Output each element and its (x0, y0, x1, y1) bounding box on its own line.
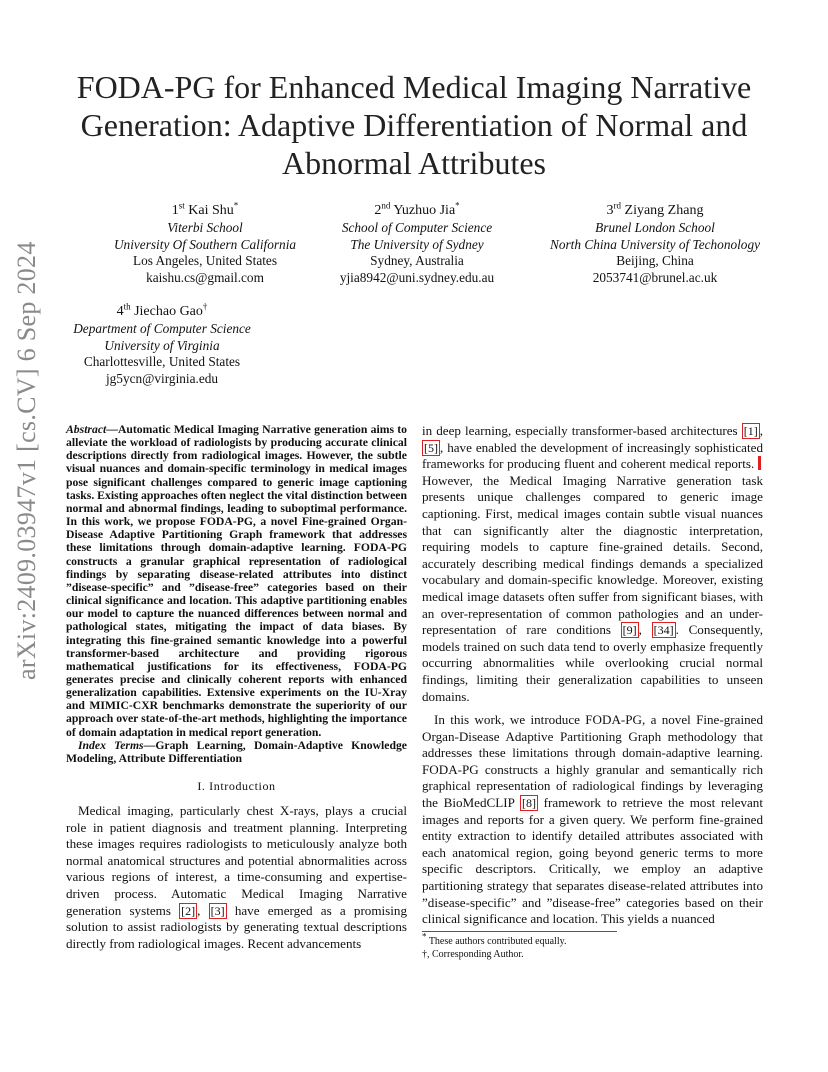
author-ordinal-suffix: nd (381, 200, 391, 211)
annotation-marker (758, 456, 761, 470)
author-dept: School of Computer Science (341, 219, 493, 235)
author-block-4 (52, 301, 272, 388)
paragraph-text: In this work, we introduce FODA-PG, a novel Fine-grained Organ-Disease Adaptive Partitioning Graph methodology that addresses these limitations through domain-adaptive learning. FODA-PG constructs a highly granular and semantically rich graphical representation of radiological findings by leveraging the BioMedCLIP (422, 712, 763, 811)
title-line-1: FODA-PG for Enhanced Medical Imaging Narrative (76, 69, 752, 105)
intro-body-left (66, 803, 407, 952)
citation-link[interactable]: [5] (424, 440, 438, 455)
paragraph-text: have emerged as a promising solution to assist radiologists by generating textual descriptions directly from radiological images. Recent advancements (66, 902, 408, 951)
citation-separator: , (759, 423, 763, 438)
author-name-line (535, 200, 775, 220)
author-email: yjia8942@uni.sydney.edu.au (339, 270, 495, 286)
citation-link[interactable]: [2] (181, 903, 196, 918)
paragraph (422, 423, 763, 705)
author-dept: Viterbi School (167, 219, 243, 235)
citation-link[interactable]: [9] (622, 623, 637, 638)
author-email: jg5ycn@virginia.edu (105, 371, 219, 387)
author-location: Charlottesville, United States (83, 354, 241, 370)
left-column (66, 423, 407, 952)
title-line-2: Generation: Adaptive Differentiation of Normal and (80, 107, 748, 143)
abstract (66, 423, 407, 739)
author-location: Los Angeles, United States (132, 253, 278, 269)
paragraph-text: Medical imaging, particularly chest X-rays, plays a crucial role in patient diagnosis and treatment planning. Interpreting these images requires radiologists to meticulously analyze both normal anatomical structures and potential abnormalities across various regions of interest, a time-consuming and expertise-driven process. Automatic Medical Imaging Narrative generation systems (66, 803, 407, 918)
author-org: The University of Sydney (350, 236, 484, 252)
footnote-divider (422, 931, 617, 932)
title-line-3: Abnormal Attributes (282, 145, 546, 181)
author-ordinal: 2 (374, 203, 382, 218)
abstract-label: Abstract (66, 423, 107, 436)
paragraph (66, 803, 407, 952)
author-name: Ziyang Zhang (624, 203, 704, 218)
citation-link[interactable]: [3] (210, 903, 225, 918)
author-org: North China University of Techonology (549, 236, 761, 252)
paragraph (422, 712, 763, 928)
footnote-corresponding (422, 948, 762, 961)
citation-separator: , (197, 902, 209, 918)
section-heading-introduction: I. Introduction (197, 779, 276, 794)
footnote-text: , Corresponding Author. (427, 949, 524, 960)
author-dept: Brunel London School (595, 219, 715, 235)
author-org: University Of Southern California (113, 236, 297, 252)
paragraph-text: However, the Medical Imaging Narrative generation task presents unique challenges compared to generic image captioning. First, medical images contain subtle visual nuances that can significantly alter the diagnostic interpretation, requiring models to capture fine-grained details. Second, accurately describing medical findings demands a specialized vocabulary and domain-specific knowledge. Moreover, existing medical image datasets often suffer from significant biases, with an over-representation of common pathologies and an under-representation of rare conditions (422, 472, 763, 638)
author-ordinal: 4 (116, 304, 124, 319)
citation-link[interactable]: [1] (743, 424, 758, 438)
right-column (422, 423, 763, 928)
paragraph-text: . Consequently, models trained on such data tend to overly emphasize frequently occurring abnormalities while overlooking crucial normal findings, limiting their generalization capabilities to unseen domains. (422, 622, 764, 704)
author-email: 2053741@brunel.ac.uk (592, 270, 718, 286)
author-name: Kai Shu (188, 203, 234, 218)
citation-link[interactable]: [8] (522, 796, 537, 811)
author-ordinal: 1 (171, 203, 179, 218)
citation-separator: , (638, 622, 652, 638)
author-org: University of Virginia (104, 337, 220, 353)
author-ordinal-suffix: th (123, 301, 131, 312)
author-location: Beijing, China (616, 253, 694, 269)
arxiv-stamp: arXiv:2409.03947v1 [cs.CV] 6 Sep 2024 (12, 241, 41, 680)
author-block-1 (95, 200, 315, 287)
author-name: Yuzhuo Jia (393, 203, 456, 218)
index-terms-text: —Graph Learning, Domain-Adaptive Knowledge Modeling, Attribute Differentiation (66, 738, 407, 765)
abstract-text: —Automatic Medical Imaging Narrative generation aims to alleviate the workload of radiologists by producing accurate clinical descriptions directly from radiological images. However, the subtle visual nuances and domain-specific terminology in medical images pose significant challenges compared to generic image captioning tasks. Existing approaches often neglect the vital distinction between normal and abnormal findings, leading to suboptimal performance. In this work, we propose FODA-PG, a novel Fine-grained Organ-Disease Adaptive Partitioning Graph framework that addresses these limitations through domain-adaptive learning. FODA-PG constructs a granular graphical representation of radiological findings by separating disease-related attributes into distinct ”disease-specific” and ”disease-free” categories based on their clinical significance and location. This adaptive partitioning enables our model to capture the nuanced differences between normal and pathological states, mitigating the impact of data biases. By integrating this fine-grained semantic knowledge into a powerful transformer-based architecture and providing rigorous mathematical justifications for its effectiveness, FODA-PG generates precise and clinically coherent reports with enhanced generalization capabilities. Extensive experiments on the IU-Xray and MIMIC-CXR benchmarks demonstrate the superiority of our approach over state-of-the-art methods, highlighting the importance of domain adaptation in medical report generation. (66, 423, 407, 739)
author-name-line (52, 301, 272, 321)
paragraph-text: in deep learning, especially transformer-based architectures (422, 423, 742, 438)
author-ordinal-suffix: st (178, 200, 185, 211)
author-block-2 (312, 200, 522, 287)
author-mark: * (233, 200, 239, 211)
author-email: kaishu.cs@gmail.com (146, 270, 264, 286)
author-name-line (312, 200, 522, 220)
author-block-3 (535, 200, 775, 287)
footnotes (422, 931, 762, 961)
footnote-mark: * (422, 931, 427, 942)
footnote-mark: † (422, 949, 427, 960)
author-ordinal-suffix: rd (613, 200, 622, 211)
index-terms (66, 739, 407, 765)
citation-link[interactable]: [34] (653, 623, 674, 638)
intro-body-right (422, 423, 763, 928)
index-terms-label: Index Terms (78, 738, 144, 752)
paper-title (40, 68, 788, 182)
author-name: Jiechao Gao (134, 304, 203, 319)
paragraph-text: framework to retrieve the most relevant images and reports for a given query. We perform fine-grained entity extraction to identify detailed attributes associated with each anatomical region, going beyond generic terms to more specific descriptors. Critically, we employ an adaptive partitioning strategy that separates disease-related attributes into ”disease-specific” and ”disease-free” categories based on their clinical significance and location. This yields a nuanced (422, 795, 763, 927)
author-location: Sydney, Australia (370, 253, 464, 269)
footnote-equal-contribution (422, 931, 762, 948)
author-dept: Department of Computer Science (73, 320, 251, 336)
footnote-text: These authors contributed equally. (426, 936, 567, 947)
author-ordinal: 3 (606, 203, 614, 218)
author-name-line (95, 200, 315, 220)
paragraph-text: , have enabled the development of increasingly sophisticated frameworks for producing fluent and coherent medical reports. (422, 439, 763, 472)
author-mark: † (202, 301, 208, 312)
author-mark: * (455, 200, 460, 211)
